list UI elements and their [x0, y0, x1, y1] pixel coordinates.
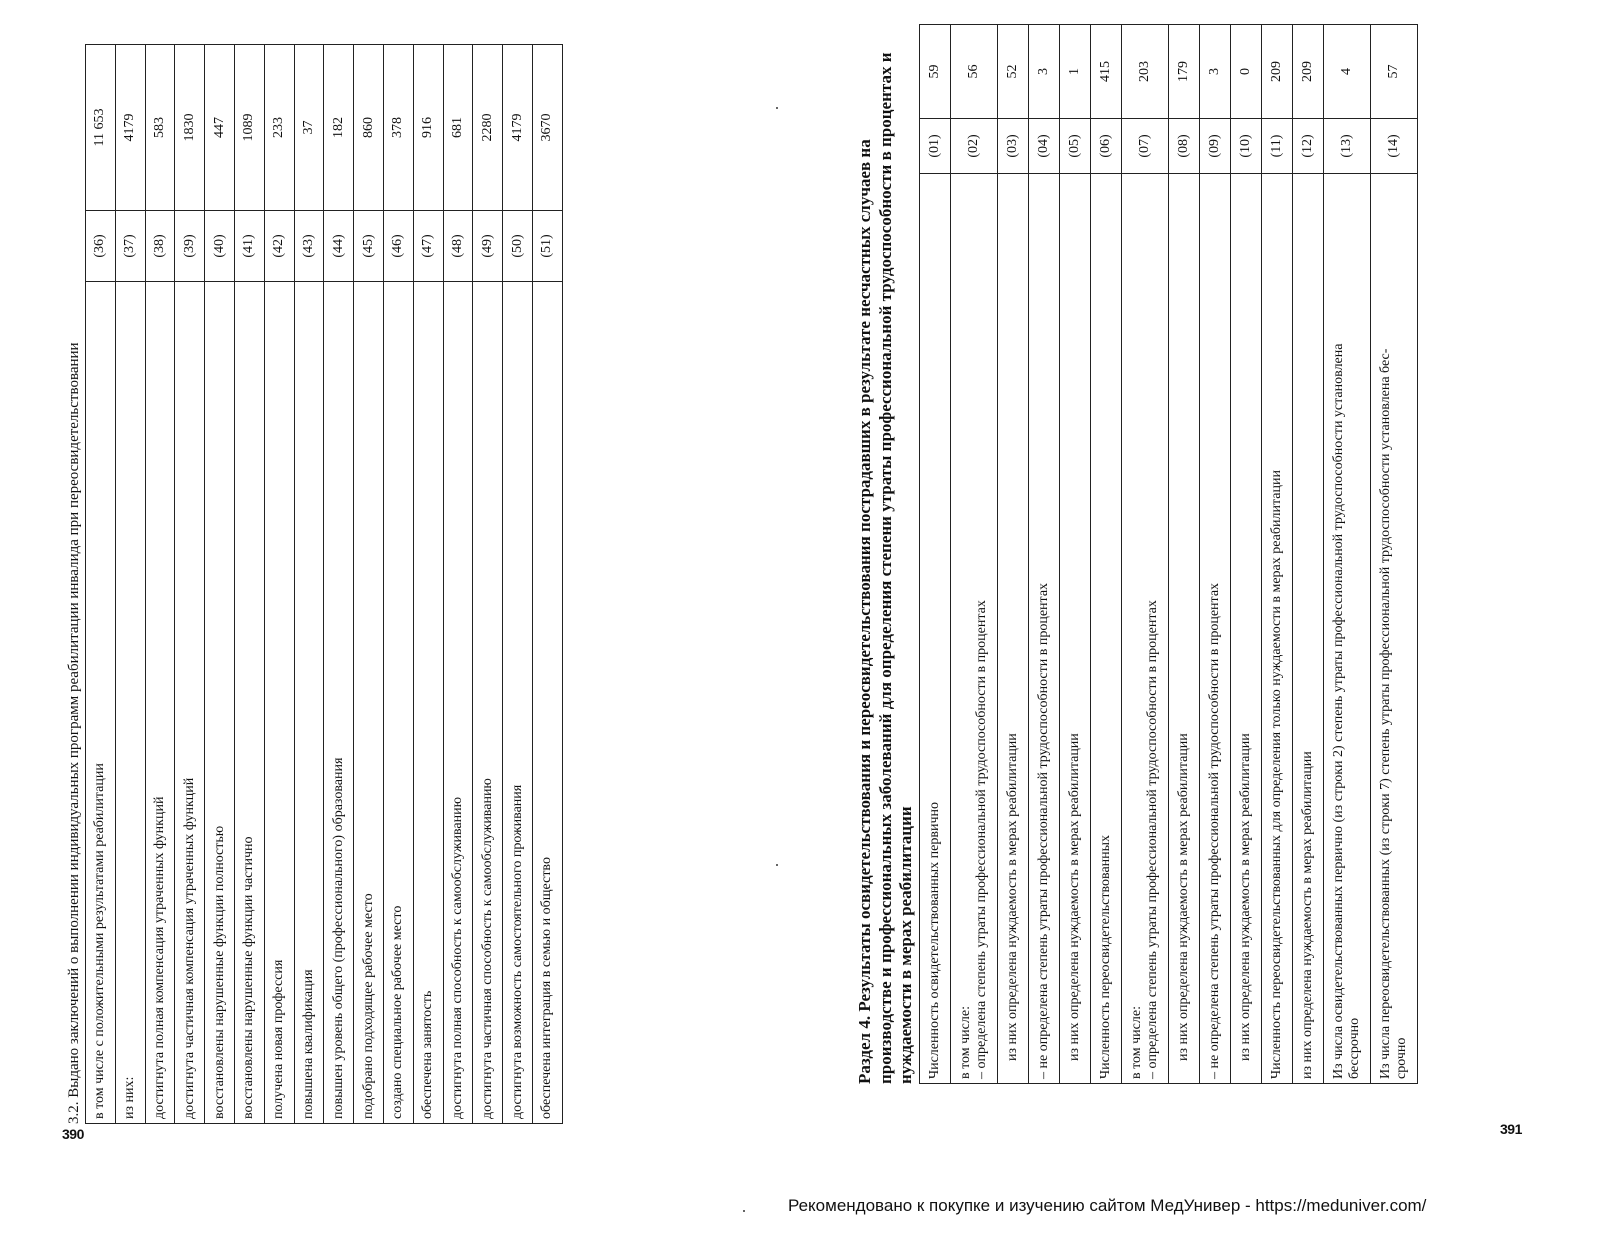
row-label: достигнута полная способность к самообслуживанию	[443, 282, 473, 1124]
row-label-line: Численность переосвидетельствованных	[1097, 834, 1113, 1079]
table-row	[115, 45, 145, 1124]
row-label: создано специальное рабочее место	[383, 282, 413, 1124]
row-label	[1168, 174, 1199, 1084]
row-value: 233	[264, 45, 294, 211]
row-label-line: бессрочно	[1346, 1017, 1362, 1079]
row-value: 0	[1230, 25, 1261, 119]
table-row	[473, 45, 503, 1124]
table-row	[383, 45, 413, 1124]
table-row	[919, 25, 950, 1084]
row-label	[1370, 174, 1417, 1084]
left-results-table	[85, 44, 563, 1124]
row-value: 447	[205, 45, 235, 211]
row-code: (14)	[1370, 119, 1417, 174]
row-value: 415	[1090, 25, 1121, 119]
row-label-line: – не определена степень утраты профессиональной трудоспособности в процентах	[1035, 582, 1051, 1079]
row-label-line: – определена степень утраты профессиональной трудоспособности в процентах	[973, 600, 989, 1079]
row-label-line: Из числа освидетельствованных первично (из строки 2) степень утраты профессиональной трудоспособности установлена	[1330, 343, 1346, 1079]
row-code: (40)	[205, 211, 235, 282]
row-value: 4179	[503, 45, 533, 211]
table-row	[532, 45, 562, 1124]
table-row	[294, 45, 324, 1124]
row-label-line: срочно	[1393, 1037, 1409, 1079]
row-value: 37	[294, 45, 324, 211]
row-label	[1059, 174, 1090, 1084]
row-value: 57	[1370, 25, 1417, 119]
row-label: повышен уровень общего (профессионального) образования	[324, 282, 354, 1124]
row-code: (42)	[264, 211, 294, 282]
row-label	[1090, 174, 1121, 1084]
footer-recommendation: Рекомендовано к покупке и изучению сайтом МедУнивер - https://meduniver.com/	[788, 1196, 1427, 1215]
table-row	[86, 45, 116, 1124]
table-row	[950, 25, 997, 1084]
table-row	[324, 45, 354, 1124]
row-code: (08)	[1168, 119, 1199, 174]
row-label-line: в том числе:	[957, 1006, 973, 1079]
row-label: достигнута возможность самостоятельного проживания	[503, 282, 533, 1124]
row-value: 11 653	[86, 45, 116, 211]
row-code: (03)	[997, 119, 1028, 174]
row-label	[1230, 174, 1261, 1084]
row-value: 182	[324, 45, 354, 211]
row-label	[997, 174, 1028, 1084]
row-label	[950, 174, 997, 1084]
row-value: 52	[997, 25, 1028, 119]
row-label-line: Численность переосвидетельствованных для определения только нуждаемости в мерах реабилитации	[1268, 470, 1284, 1079]
row-code: (04)	[1028, 119, 1059, 174]
row-label: в том числе с положительными результатами реабилитации	[86, 282, 116, 1124]
right-section-title: Раздел 4. Результаты освидетельствования и переосвидетельствования пострадавших в результате несчастных случаев на производстве и профессиональных заболеваний для определения степени утраты профессиональной трудоспособности в процентах и нуждаемости в мерах реабилитации	[855, 52, 915, 1084]
table-row	[1121, 25, 1168, 1084]
row-label: получена новая профессия	[264, 282, 294, 1124]
table-row	[1059, 25, 1090, 1084]
row-code: (01)	[919, 119, 950, 174]
row-label-line: Численность освидетельствованных первично	[926, 802, 942, 1079]
left-page-content	[65, 44, 563, 1124]
table-row	[1199, 25, 1230, 1084]
table-row	[1028, 25, 1059, 1084]
row-code: (06)	[1090, 119, 1121, 174]
row-label-line: Из числа переосвидетельствованных (из строки 7) степень утраты профессиональной трудоспособности установлена бес-	[1377, 348, 1393, 1079]
row-value: 209	[1261, 25, 1292, 119]
table-row	[503, 45, 533, 1124]
row-code: (38)	[145, 211, 175, 282]
scan-mark	[743, 1210, 745, 1212]
row-value: 203	[1121, 25, 1168, 119]
row-value: 378	[383, 45, 413, 211]
row-label: восстановлены нарушенные функции полностью	[205, 282, 235, 1124]
table-row	[1230, 25, 1261, 1084]
table-row	[1323, 25, 1370, 1084]
row-label: обеспечена интеграция в семью и общество	[532, 282, 562, 1124]
row-code: (39)	[175, 211, 205, 282]
table-row	[234, 45, 264, 1124]
row-value: 681	[443, 45, 473, 211]
left-section-title: 3.2. Выдано заключений о выполнении индивидуальных программ реабилитации инвалида при переосвидетельствовании	[66, 342, 82, 1124]
row-value: 583	[145, 45, 175, 211]
row-value: 4179	[115, 45, 145, 211]
row-label: достигнута частичная способность к самообслуживанию	[473, 282, 503, 1124]
row-value: 3	[1028, 25, 1059, 119]
table-row	[413, 45, 443, 1124]
row-code: (41)	[234, 211, 264, 282]
row-label: подобрано подходящее рабочее место	[354, 282, 384, 1124]
row-value: 59	[919, 25, 950, 119]
row-label: достигнута частичная компенсация утраченных функций	[175, 282, 205, 1124]
scan-mark	[776, 107, 778, 109]
row-label-line: в том числе:	[1128, 1006, 1144, 1079]
table-row	[264, 45, 294, 1124]
row-code: (47)	[413, 211, 443, 282]
page-number-right: 391	[1500, 1121, 1522, 1137]
table-row	[1370, 25, 1417, 1084]
table-row	[1261, 25, 1292, 1084]
row-label: из них:	[115, 282, 145, 1124]
row-code: (07)	[1121, 119, 1168, 174]
row-code: (09)	[1199, 119, 1230, 174]
table-row	[145, 45, 175, 1124]
row-label-line: из них определена нуждаемость в мерах реабилитации	[1066, 733, 1082, 1061]
row-label: достигнута полная компенсация утраченных функций	[145, 282, 175, 1124]
row-label-line: из них определена нуждаемость в мерах реабилитации	[1004, 733, 1020, 1061]
row-label	[919, 174, 950, 1084]
table-row	[354, 45, 384, 1124]
table-row	[1292, 25, 1323, 1084]
row-code: (05)	[1059, 119, 1090, 174]
row-code: (10)	[1230, 119, 1261, 174]
table-row	[175, 45, 205, 1124]
row-value: 860	[354, 45, 384, 211]
row-label	[1261, 174, 1292, 1084]
table-row	[443, 45, 473, 1124]
row-code: (45)	[354, 211, 384, 282]
row-label: повышена квалификация	[294, 282, 324, 1124]
row-label-line: из них определена нуждаемость в мерах реабилитации	[1237, 733, 1253, 1061]
row-code: (13)	[1323, 119, 1370, 174]
table-row	[205, 45, 235, 1124]
row-label-line: из них определена нуждаемость в мерах реабилитации	[1175, 733, 1191, 1061]
row-value: 1089	[234, 45, 264, 211]
row-label-line: из них определена нуждаемость в мерах реабилитации	[1299, 751, 1315, 1079]
row-code: (48)	[443, 211, 473, 282]
row-code: (11)	[1261, 119, 1292, 174]
right-page-content	[855, 24, 1418, 1084]
row-code: (50)	[503, 211, 533, 282]
row-label	[1028, 174, 1059, 1084]
row-label	[1292, 174, 1323, 1084]
row-value: 916	[413, 45, 443, 211]
scan-mark	[776, 864, 778, 866]
row-code: (46)	[383, 211, 413, 282]
table-row	[1090, 25, 1121, 1084]
row-code: (02)	[950, 119, 997, 174]
row-value: 3	[1199, 25, 1230, 119]
page-number-left: 390	[62, 1126, 84, 1142]
row-value: 1	[1059, 25, 1090, 119]
row-label-line: – не определена степень утраты профессиональной трудоспособности в процентах	[1206, 582, 1222, 1079]
row-label	[1323, 174, 1370, 1084]
row-label: обеспечена занятость	[413, 282, 443, 1124]
row-code: (51)	[532, 211, 562, 282]
row-label	[1121, 174, 1168, 1084]
table-row	[997, 25, 1028, 1084]
row-code: (36)	[86, 211, 116, 282]
row-value: 56	[950, 25, 997, 119]
row-code: (43)	[294, 211, 324, 282]
row-value: 4	[1323, 25, 1370, 119]
row-value: 3670	[532, 45, 562, 211]
row-value: 209	[1292, 25, 1323, 119]
row-code: (37)	[115, 211, 145, 282]
row-code: (49)	[473, 211, 503, 282]
row-code: (44)	[324, 211, 354, 282]
row-label	[1199, 174, 1230, 1084]
table-row	[1168, 25, 1199, 1084]
row-value: 179	[1168, 25, 1199, 119]
row-label-line: – определена степень утраты профессиональной трудоспособности в процентах	[1144, 600, 1160, 1079]
right-results-table	[919, 24, 1418, 1084]
row-label: восстановлены нарушенные функции частично	[234, 282, 264, 1124]
row-value: 1830	[175, 45, 205, 211]
row-code: (12)	[1292, 119, 1323, 174]
row-value: 2280	[473, 45, 503, 211]
